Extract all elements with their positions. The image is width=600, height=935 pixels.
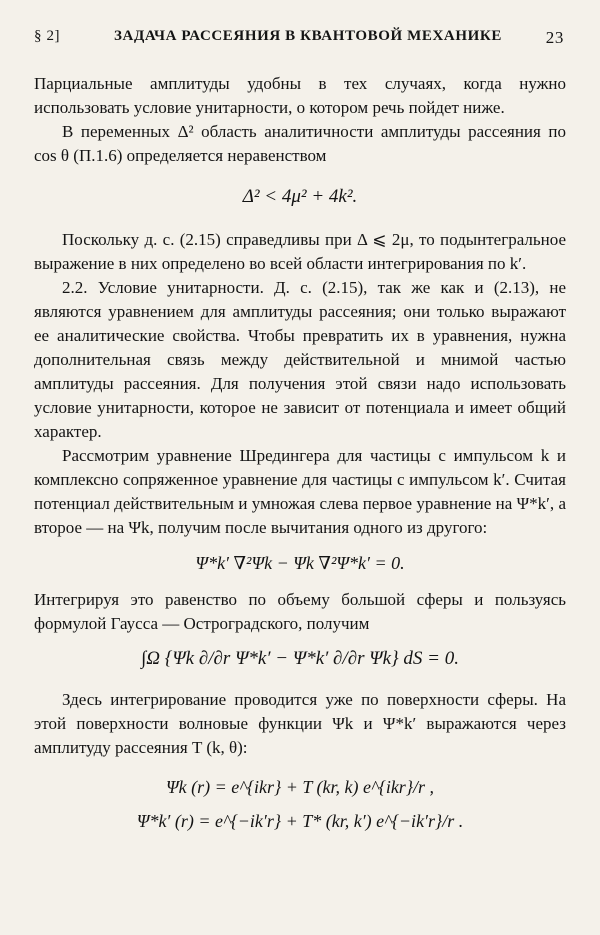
page-number: 23 <box>545 28 564 47</box>
paragraph-7: Здесь интегрирование проводится уже по поверхности сферы. На этой поверхности волновые функции Ψk и Ψ*k′ выражаются через амплитуду рассеяния T (k, θ): <box>34 690 566 757</box>
paragraph-2: В переменных Δ² область аналитичности амплитуды рассеяния по cos θ (П.1.6) определяется неравенством <box>34 122 566 165</box>
page-body <box>34 72 566 834</box>
paragraph-6: Интегрируя это равенство по объему большой сферы и пользуясь формулой Гаусса — Остроградского, получим <box>34 590 566 633</box>
chapter-title: ЗАДАЧА РАССЕЯНИЯ В КВАНТОВОЙ МЕХАНИКЕ <box>114 28 502 44</box>
formula-surface-integral: ∫Ω {Ψk ∂/∂r Ψ*k′ − Ψ*k′ ∂/∂r Ψk} dS = 0. <box>141 648 459 669</box>
formula-psi-k: Ψk (r) = e^{ikr} + T (kr, k) e^{ikr}/r , <box>165 777 435 797</box>
paragraph-4: 2.2. Условие унитарности. Д. с. (2.15), так же как и (2.13), не являются уравнением для амплитуды рассеяния; они только выражают ее аналитические свойства. Чтобы превратить их в уравнения, нужна дополнительная связь между действительной и мнимой частью амплитуды рассеяния. Для получения этой связи надо использовать условие унитарности, которое не зависит от потенциала и имеет общий характер. <box>34 278 566 441</box>
formula-psi-star-k-prime: Ψ*k′ (r) = e^{−ik′r} + T* (kr, k′) e^{−ik′r}/r . <box>136 811 464 831</box>
paragraph-3: Поскольку д. с. (2.15) справедливы при Δ ⩽ 2μ, то подынтегральное выражение в них определено во всей области интегрирования по k′. <box>34 230 566 273</box>
paragraph-5: Рассмотрим уравнение Шредингера для частицы с импульсом k и комплексно сопряженное уравнение для частицы с импульсом k′. Считая потенциал действительным и умножая слева первое уравнение на Ψ*k′, а второе — на Ψk, получим после вычитания одного из другого: <box>34 446 566 537</box>
section-marker: § 2] <box>34 28 61 44</box>
formula-schrodinger-difference: Ψ*k′ ∇²Ψk − Ψk ∇²Ψ*k′ = 0. <box>195 553 405 573</box>
paragraph-1: Парциальные амплитуды удобны в тех случаях, когда нужно использовать условие унитарности, о котором речь пойдет ниже. <box>34 74 566 117</box>
formula-inequality: Δ² < 4μ² + 4k². <box>242 186 358 207</box>
